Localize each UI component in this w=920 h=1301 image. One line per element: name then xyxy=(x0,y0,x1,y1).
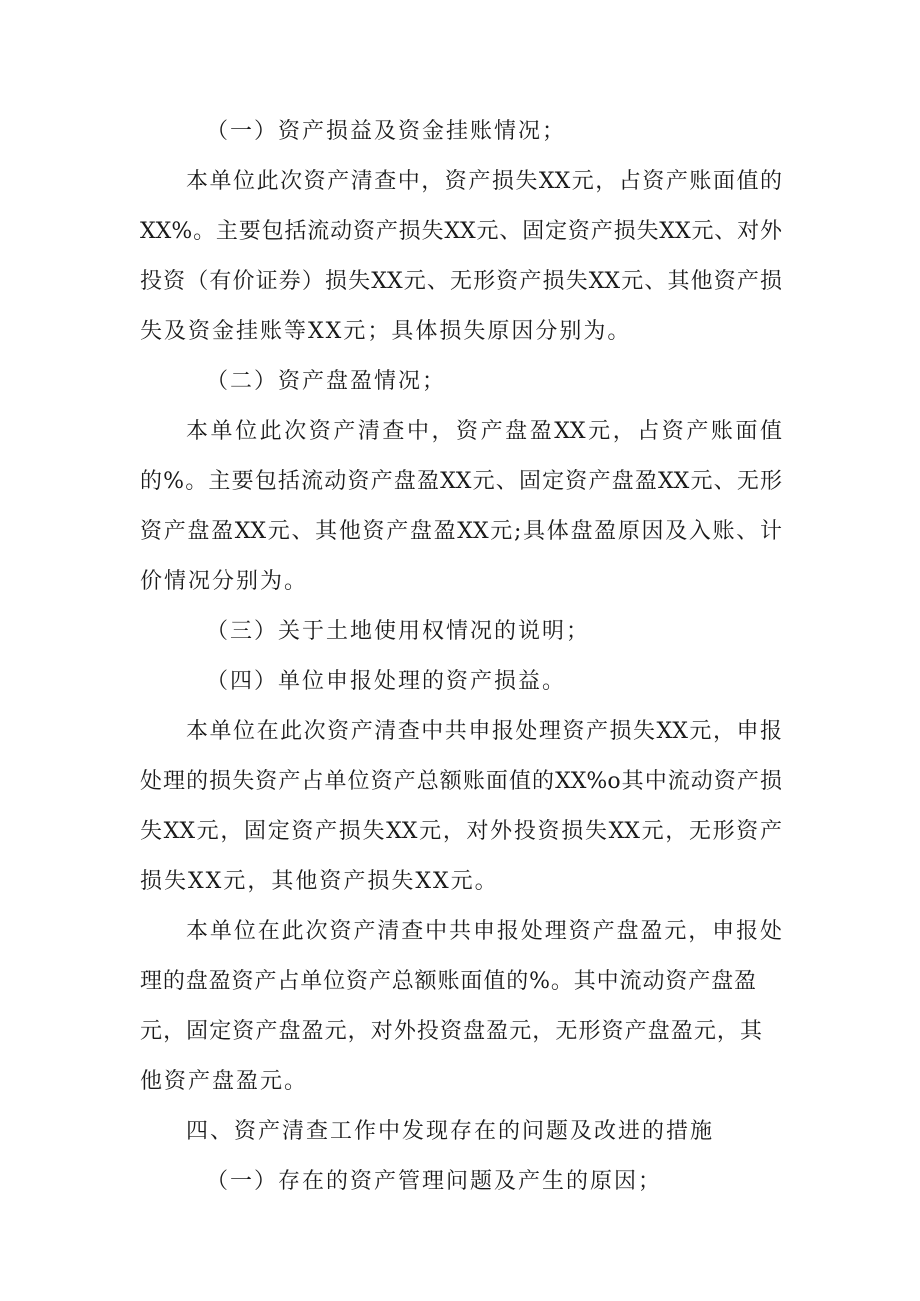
paragraph-line: 损失XX元，其他资产损失XX元。 xyxy=(140,869,499,894)
paragraph-line: 理的盘盈资产占单位资产总额账面值的%。其中流动资产盘盈 xyxy=(140,969,757,994)
subheading-asset-gain: （二）资产盘盈情况； xyxy=(206,369,447,394)
paragraph-line: 价情况分别为。 xyxy=(140,569,309,594)
paragraph-line: 本单位在此次资产清查中共申报处理资产损失XX元，申报 xyxy=(186,719,782,744)
paragraph-line: 失XX元，固定资产损失XX元，对外投资损失XX元，无形资产 xyxy=(140,819,782,844)
subheading-management-issues: （一）存在的资产管理问题及产生的原因； xyxy=(206,1169,663,1194)
paragraph-line: 处理的损失资产占单位资产总额账面值的XX%o其中流动资产损 xyxy=(140,769,782,794)
paragraph-line: 资产盘盈XX元、其他资产盘盈XX元;具体盘盈原因及入账、计 xyxy=(140,519,782,544)
paragraph-line: 本单位此次资产清查中，资产盘盈XX元，占资产账面值 xyxy=(186,419,782,444)
paragraph-line: 本单位此次资产清查中，资产损失XX元，占资产账面值的 xyxy=(186,169,782,194)
subheading-asset-loss: （一）资产损益及资金挂账情况； xyxy=(206,119,567,144)
paragraph-line: 本单位在此次资产清查中共申报处理资产盘盈元，申报处 xyxy=(186,919,782,944)
paragraph-line: 的%。主要包括流动资产盘盈XX元、固定资产盘盈XX元、无形 xyxy=(140,469,782,494)
subheading-land-use: （三）关于土地使用权情况的说明； xyxy=(206,619,591,644)
paragraph-line: 他资产盘盈元。 xyxy=(140,1069,309,1094)
paragraph-line: 失及资金挂账等XX元；具体损失原因分别为。 xyxy=(140,319,632,344)
paragraph-line: 元，固定资产盘盈元，对外投资盘盈元，无形资产盘盈元，其 xyxy=(140,1019,762,1044)
section-heading-issues: 四、资产清查工作中发现存在的问题及改进的措施 xyxy=(186,1119,715,1144)
paragraph-line: 投资（有价证券）损失XX元、无形资产损失XX元、其他资产损 xyxy=(140,269,782,294)
subheading-reported-gains-losses: （四）单位申报处理的资产损益。 xyxy=(206,669,567,694)
paragraph-line: XX%。主要包括流动资产损失XX元、固定资产损失XX元、对外 xyxy=(140,219,782,244)
